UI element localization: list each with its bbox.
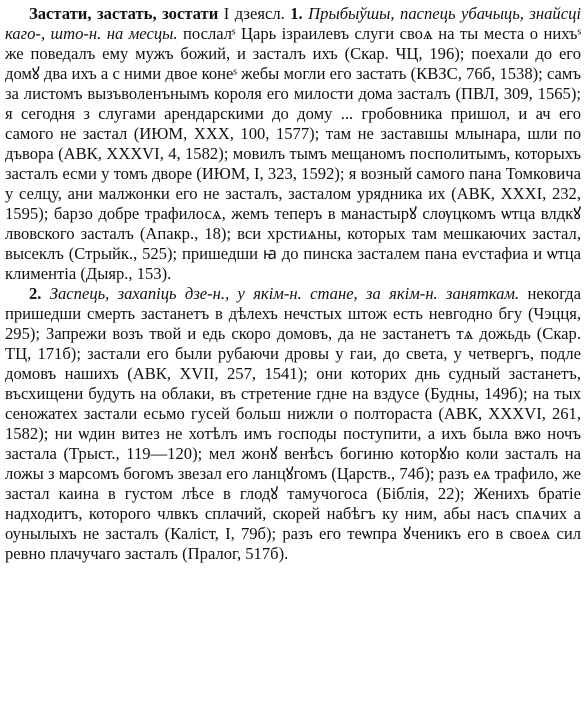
- headword: Застати, застать, зостати: [29, 4, 219, 23]
- sense-1-examples: послалˢ Царь ізраилевъ слуги своѧ на ты места о нихъˢ же поведалъ ему мужъ божий, и засталъ ихъ (Скар. ЧЦ, 196); поехали до его домꙋ два ихъ а с ними двое конеˢ жебы могли его застать (КВЗС, 76б, 1538); самъ за листомъ вызъволенънымъ короля его милости дома засталъ (ПВЛ, 309, 1565); я сегодня з слугами арендарскими до дому ... гробовника пришол, и ач его самого не застал (ИЮМ, XXX, 100, 1577); там не заставшы млынара, шли по дъвора (АВК, XXXVI, 4, 1582); мовилъ тымъ мещаномъ посполитымъ, которыхъ засталъ есми у томъ дворе (ИЮМ, I, 323, 1592); я возный самого пана Томковича у селцу, ани малжонки его не засталъ, засталом урядника их (АВК, XXXI, 232, 1595); барзо добре трафилосѧ, жемъ теперъ в манастырꙋ слѹцкомъ ѡтца влдкꙋ лвовского засталъ (Апакр., 18); вси хрстиѧны, которых там мешкаючих застал, высеклъ (Стрыйк., 525); пришедши ꙗ до пинска засталем пана еѵстафиа и ѡтца климентіа (Дыяр., 153).: [5, 23, 582, 283]
- sense-1-definition: Прыбыўшы, паспець убачыць, знайсці каго-, што-н. на месцы.: [5, 4, 581, 43]
- grammar-label: I дзеясл.: [223, 4, 285, 23]
- sense-1-paragraph: [5, 4, 581, 284]
- sense-2-paragraph: [5, 284, 581, 564]
- sense-2-examples: некогда пришедши смерть застанетъ в дѣлехъ нечстых штож есть невгодно бгу (Чэцця, 295); Запрежи возъ твой и едь скоро домовъ, да не застанетъ тѧ дожьдь (Скар. ТЦ, 171б); застали его были рубаючи дровы у гаи, до света, у четвергъ, подле домовъ нашихъ (АВК, XVII, 257, 1541); они которих днь судный застанетъ, въсхищени будуть на облаки, въ стретение гдне на вздусе (Будны, 149б); на тых сеножатех застали есьмо гусей больш нижли о полтораста (АВК, XXXVI, 261, 1582); ни ѡдин витез не хотѣлъ имъ господы поступити, а ихъ была вжо ночъ застала (Трыст., 119—120); мел жонꙋ венѣсъ богиню которꙋю коли засталъ на ложы з марсомъ богомъ звезал его ланцꙋгомъ (Царств., 74б); разъ еѧ трафило, же застал каина в густом лѣсе в глодꙋ тамучогоса (Біблія, 22); Женихъ братіе надходитъ, которого члвкъ сплачий, скорей набѣгъ ку ним, абы насъ спѧчих а оунылыхъ не засталъ (Каліст, I, 79б); разъ его теѡпра ꙋченикъ его в своеѧ сил ревно плачучаго засталъ (Пралог, 517б).: [5, 283, 581, 563]
- sense-2-definition: Заспець, захапіць дзе-н., у якім-н. стане, за якім-н. заняткам.: [49, 283, 520, 303]
- dictionary-entry: [5, 4, 581, 564]
- sense-1-number: 1.: [290, 4, 303, 23]
- sense-2-number: 2.: [29, 283, 42, 303]
